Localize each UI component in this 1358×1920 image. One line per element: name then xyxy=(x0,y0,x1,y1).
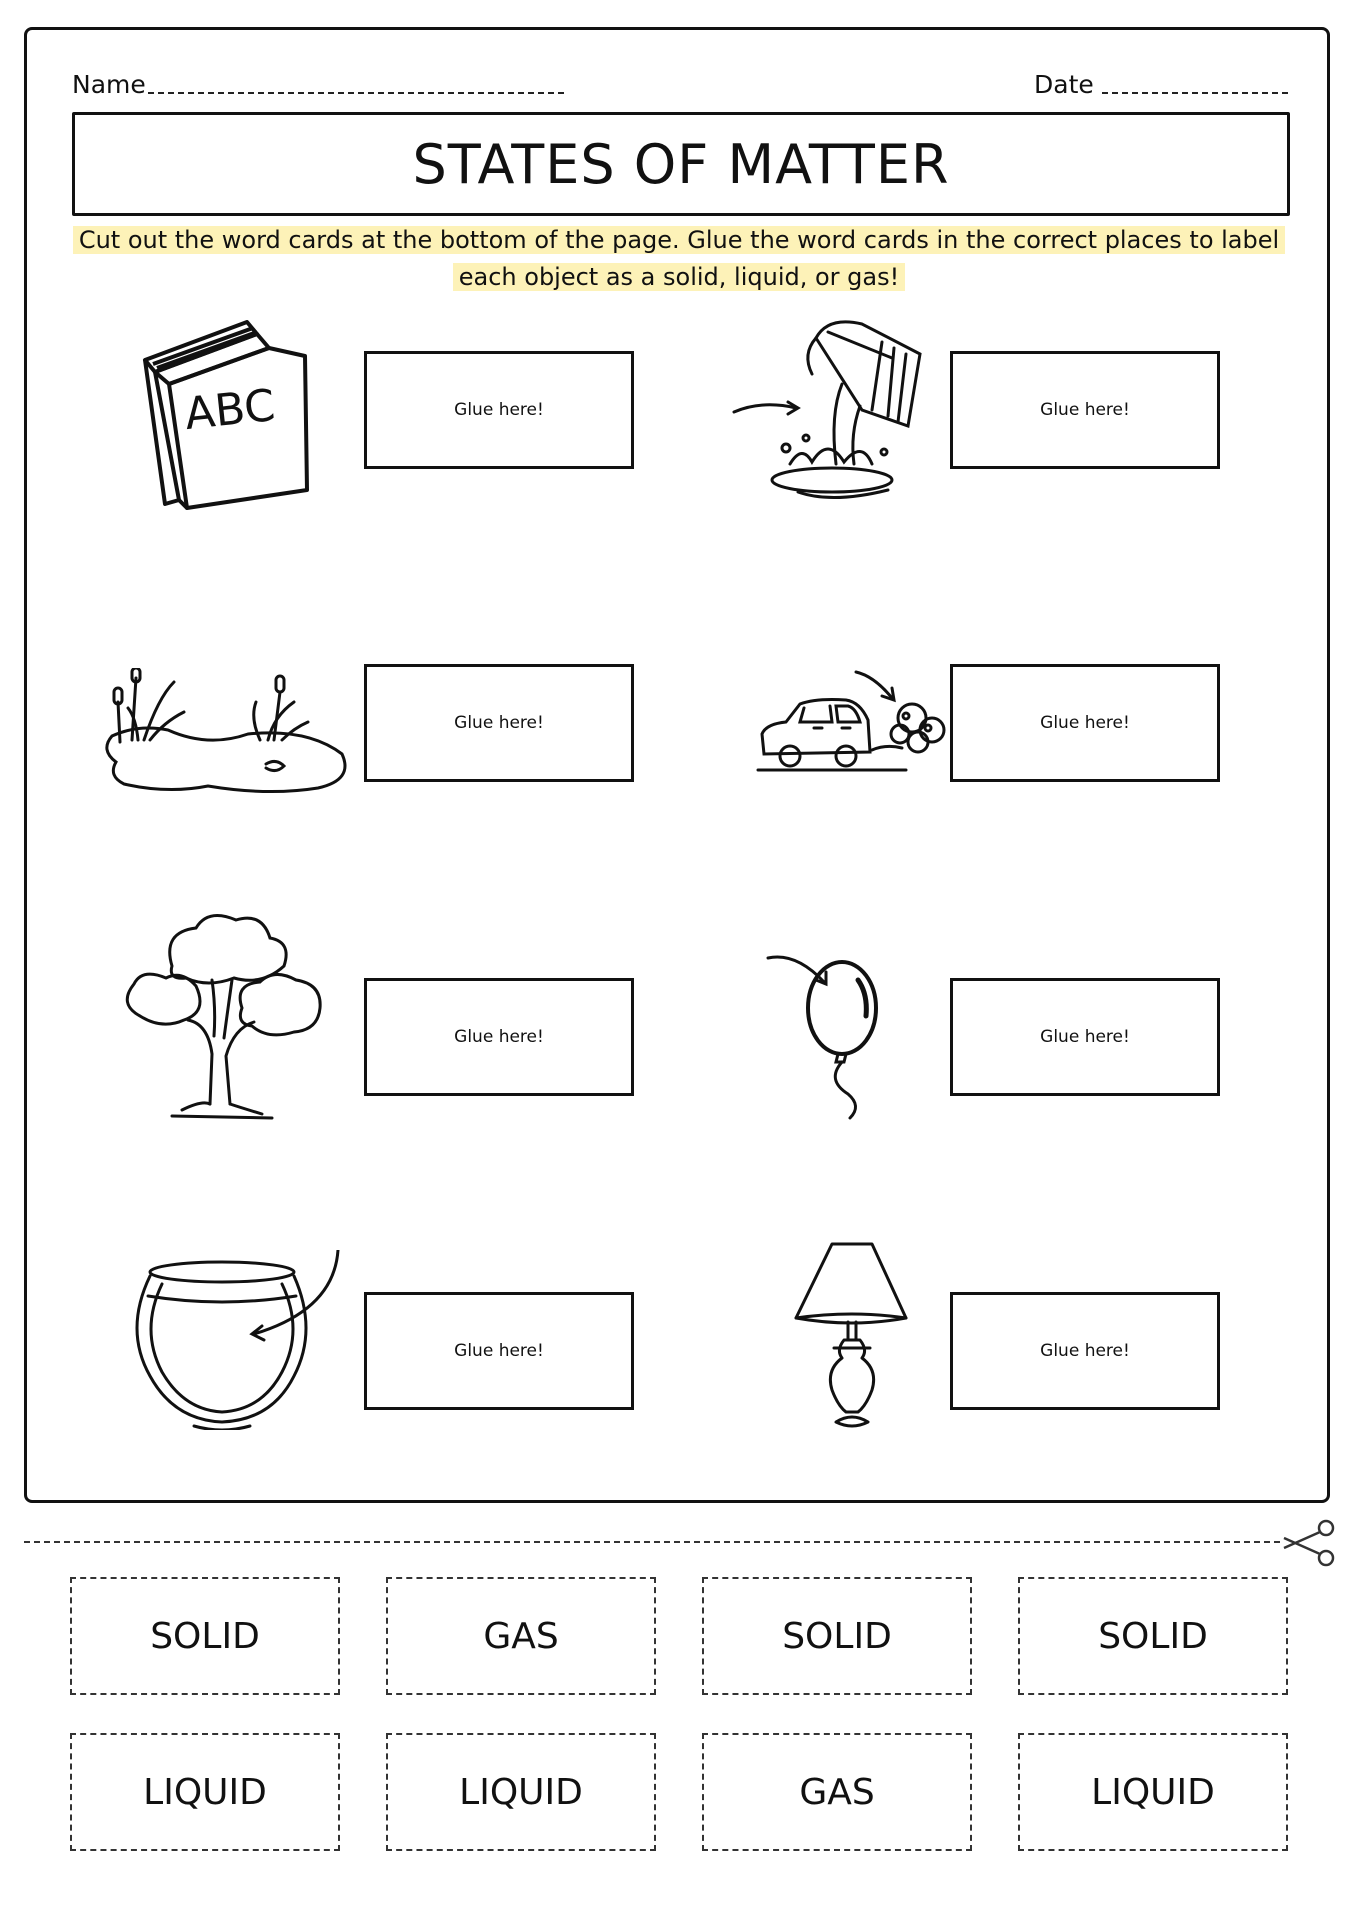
car-exhaust-icon xyxy=(756,668,946,784)
word-card-solid[interactable] xyxy=(1018,1577,1288,1695)
word-card-liquid[interactable] xyxy=(1018,1733,1288,1851)
glue-box-pouring-water[interactable] xyxy=(950,351,1220,469)
book-icon xyxy=(135,312,315,512)
pond-icon xyxy=(98,668,352,800)
balloon-icon xyxy=(766,950,896,1122)
glue-box-fishbowl[interactable] xyxy=(364,1292,634,1410)
glue-label: Glue here! xyxy=(1040,400,1130,420)
scissors-icon xyxy=(1282,1518,1338,1572)
instructions xyxy=(60,222,1298,296)
svg-text:ABC: ABC xyxy=(182,379,278,441)
tree-icon xyxy=(112,908,332,1122)
word-card-label: SOLID xyxy=(1098,1615,1208,1657)
glue-label: Glue here! xyxy=(454,1341,544,1361)
pouring-water-icon xyxy=(732,314,932,504)
cut-line xyxy=(24,1541,1280,1543)
word-card-gas[interactable] xyxy=(386,1577,656,1695)
glue-label: Glue here! xyxy=(454,713,544,733)
name-label: Name xyxy=(72,70,146,99)
glue-label: Glue here! xyxy=(454,400,544,420)
glue-label: Glue here! xyxy=(1040,1027,1130,1047)
page-title: STATES OF MATTER xyxy=(412,132,950,196)
word-card-label: LIQUID xyxy=(143,1771,267,1813)
glue-box-balloon[interactable] xyxy=(950,978,1220,1096)
word-card-liquid[interactable] xyxy=(70,1733,340,1851)
word-card-solid[interactable] xyxy=(702,1577,972,1695)
instructions-text: Cut out the word cards at the bottom of the page. Glue the word cards in the correct places to label each object as a solid, liquid, or gas! xyxy=(73,226,1285,291)
word-card-gas[interactable] xyxy=(702,1733,972,1851)
word-card-label: GAS xyxy=(799,1771,875,1813)
word-card-label: GAS xyxy=(483,1615,559,1657)
glue-label: Glue here! xyxy=(1040,713,1130,733)
lamp-icon xyxy=(792,1240,912,1432)
glue-label: Glue here! xyxy=(454,1027,544,1047)
glue-box-pond[interactable] xyxy=(364,664,634,782)
glue-box-car-exhaust[interactable] xyxy=(950,664,1220,782)
fishbowl-icon xyxy=(134,1250,344,1430)
date-label: Date xyxy=(1034,70,1094,99)
glue-box-lamp[interactable] xyxy=(950,1292,1220,1410)
glue-box-tree[interactable] xyxy=(364,978,634,1096)
title-box xyxy=(72,112,1290,216)
word-card-label: LIQUID xyxy=(1091,1771,1215,1813)
word-card-label: SOLID xyxy=(150,1615,260,1657)
date-field[interactable] xyxy=(1102,92,1288,94)
glue-label: Glue here! xyxy=(1040,1341,1130,1361)
word-card-label: LIQUID xyxy=(459,1771,583,1813)
word-card-label: SOLID xyxy=(782,1615,892,1657)
word-card-liquid[interactable] xyxy=(386,1733,656,1851)
word-card-solid[interactable] xyxy=(70,1577,340,1695)
glue-box-book[interactable] xyxy=(364,351,634,469)
name-field[interactable] xyxy=(148,92,564,94)
